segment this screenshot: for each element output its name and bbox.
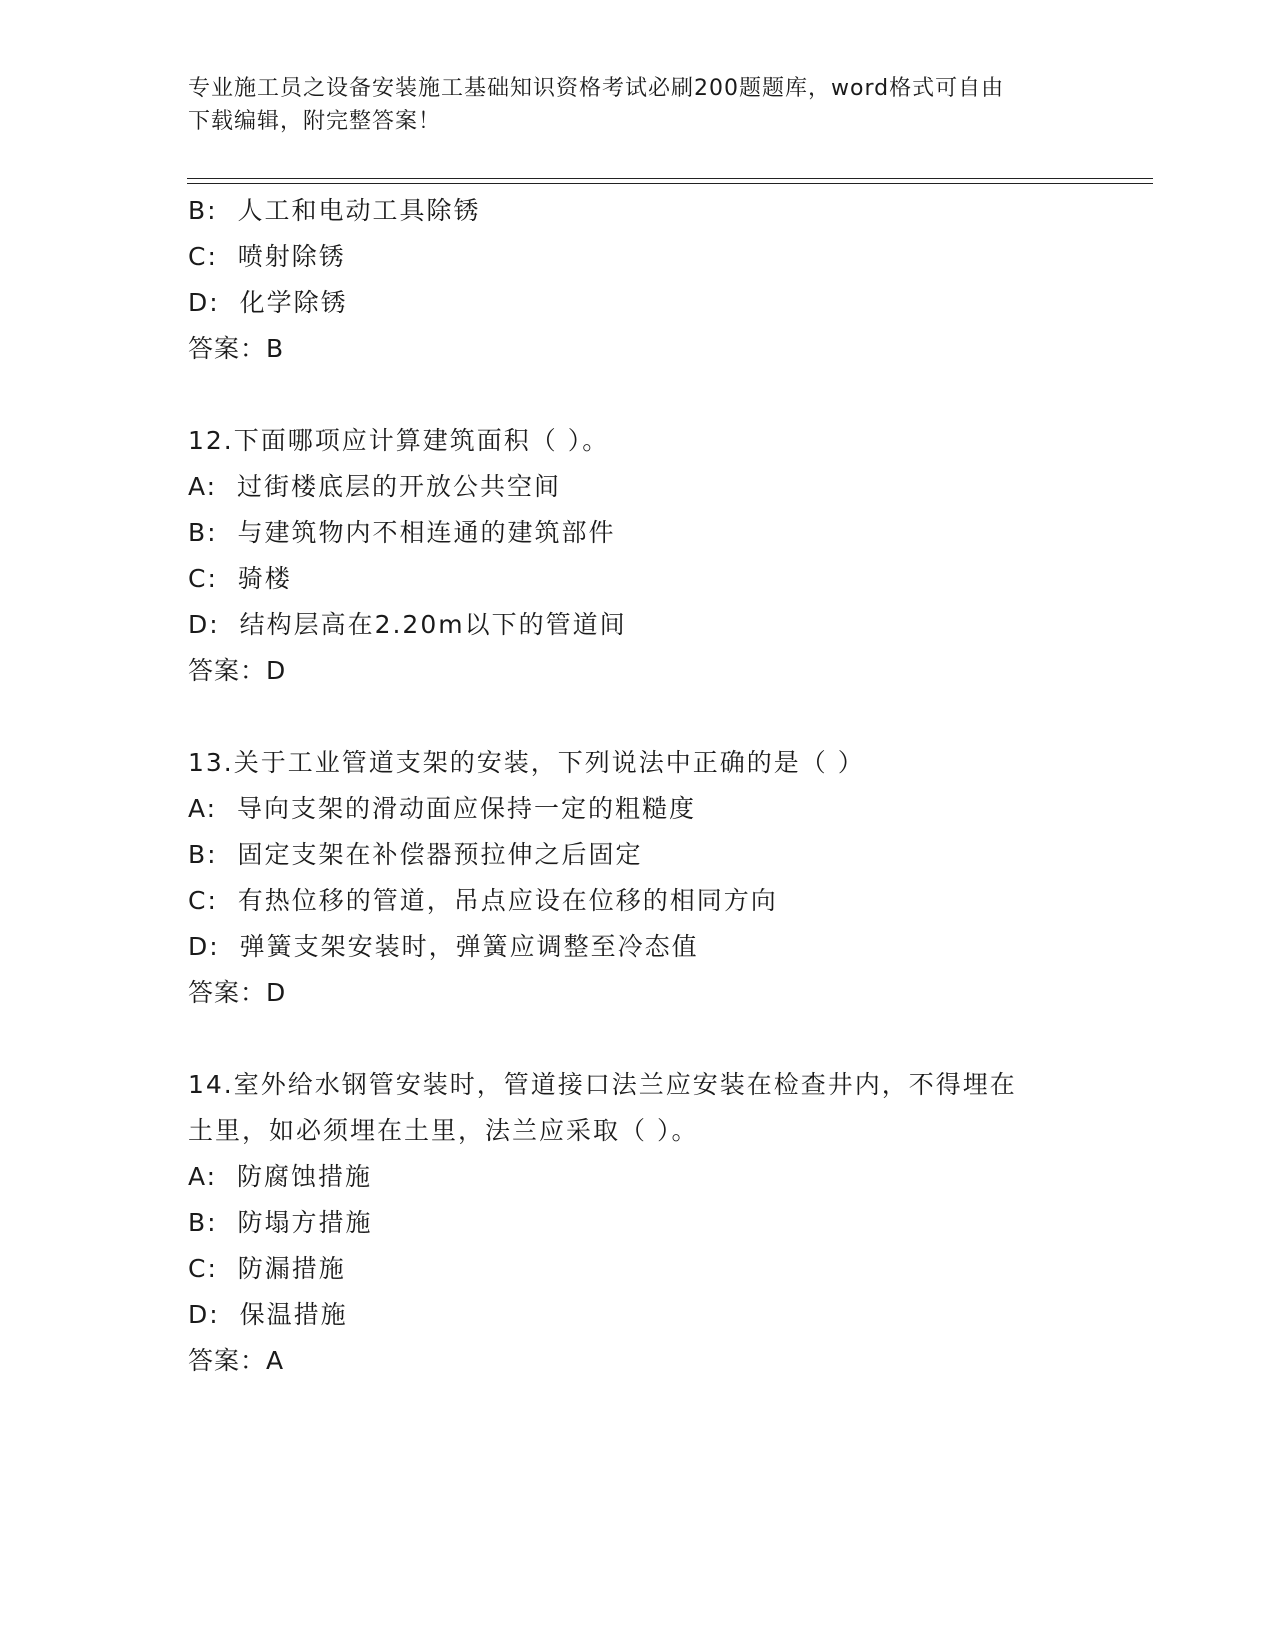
option-a: A: 导向支架的滑动面应保持一定的粗糙度	[188, 794, 696, 823]
option-d: D: 保温措施	[188, 1300, 348, 1329]
question-block-14	[188, 1062, 1088, 1384]
document-header	[188, 72, 1088, 138]
question-stem-line-2: 土里，如必须埋在土里，法兰应采取（ ）。	[188, 1116, 699, 1145]
header-divider-bottom	[187, 183, 1153, 184]
option-a: A: 防腐蚀措施	[188, 1162, 372, 1191]
answer-line: 答案：A	[188, 1346, 285, 1375]
answer-line: 答案：D	[188, 978, 287, 1007]
option-d: D: 化学除锈	[188, 288, 348, 317]
option-a: A: 过街楼底层的开放公共空间	[188, 472, 561, 501]
question-block-13	[188, 740, 1088, 1016]
header-divider-top	[187, 178, 1153, 179]
question-block-11-partial	[188, 188, 1088, 372]
option-c: C: 有热位移的管道，吊点应设在位移的相同方向	[188, 886, 778, 915]
header-line-1: 专业施工员之设备安装施工基础知识资格考试必刷200题题库，word格式可自由	[188, 76, 1005, 101]
question-list	[188, 188, 1088, 1384]
option-c: C: 骑楼	[188, 564, 292, 593]
option-b: B: 固定支架在补偿器预拉伸之后固定	[188, 840, 643, 869]
option-c: C: 防漏措施	[188, 1254, 346, 1283]
option-d: D: 弹簧支架安装时，弹簧应调整至冷态值	[188, 932, 699, 961]
option-d: D: 结构层高在2.20m以下的管道间	[188, 610, 627, 639]
spacer	[188, 694, 1088, 740]
question-stem: 12.下面哪项应计算建筑面积（ ）。	[188, 426, 610, 455]
question-stem: 13.关于工业管道支架的安装，下列说法中正确的是（ ）	[188, 748, 865, 777]
option-c: C: 喷射除锈	[188, 242, 346, 271]
header-line-2: 下载编辑，附完整答案！	[188, 109, 442, 134]
spacer	[188, 372, 1088, 418]
option-b: B: 人工和电动工具除锈	[188, 196, 481, 225]
answer-line: 答案：D	[188, 656, 287, 685]
option-b: B: 与建筑物内不相连通的建筑部件	[188, 518, 616, 547]
option-b: B: 防塌方措施	[188, 1208, 373, 1237]
answer-line: 答案：B	[188, 334, 285, 363]
spacer	[188, 1016, 1088, 1062]
question-block-12	[188, 418, 1088, 694]
question-stem-line-1: 14.室外给水钢管安装时，管道接口法兰应安装在检查井内，不得埋在	[188, 1070, 1017, 1099]
